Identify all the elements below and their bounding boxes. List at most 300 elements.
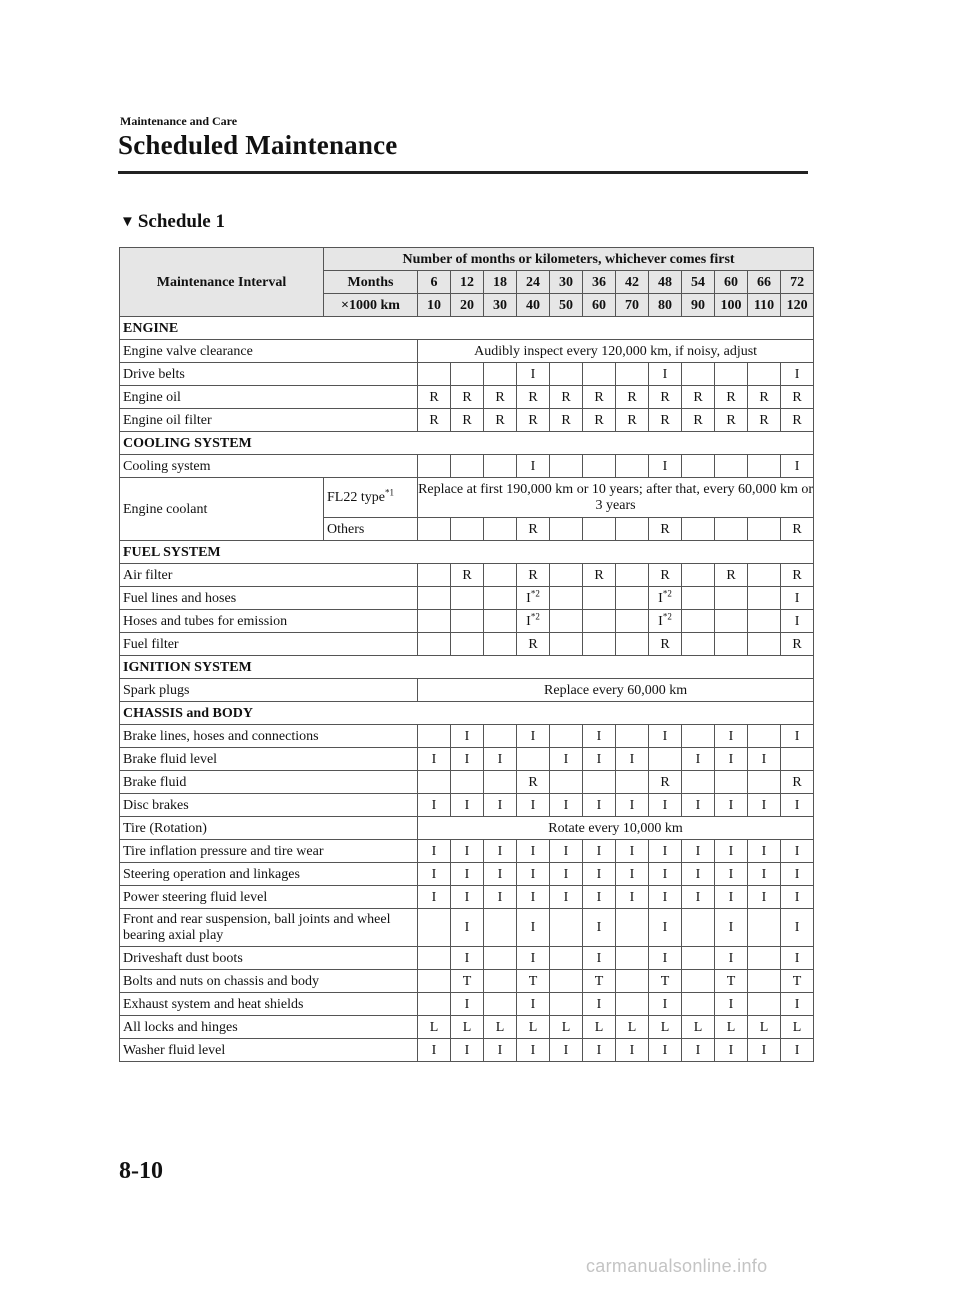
interval-cell xyxy=(748,1016,781,1039)
section-row xyxy=(120,656,814,679)
interval-cell xyxy=(451,771,484,794)
interval-cell xyxy=(517,409,550,432)
row-label: Engine oil xyxy=(120,386,418,409)
interval-mark: I xyxy=(497,889,503,905)
interval-cell xyxy=(484,840,517,863)
row-label: Steering operation and linkages xyxy=(120,863,418,886)
interval-mark: R xyxy=(660,412,670,428)
interval-mark: I xyxy=(464,866,470,882)
interval-cell xyxy=(484,863,517,886)
interval-mark: I xyxy=(728,751,734,767)
interval-mark: I xyxy=(596,996,602,1012)
interval-cell xyxy=(649,587,682,610)
interval-mark: I xyxy=(761,843,767,859)
interval-cell xyxy=(616,587,649,610)
interval-mark: I xyxy=(596,866,602,882)
interval-cell xyxy=(418,748,451,771)
row-label: All locks and hinges xyxy=(120,1016,418,1039)
table-row xyxy=(120,748,814,771)
interval-mark: I xyxy=(761,889,767,905)
interval-mark: I xyxy=(563,889,569,905)
interval-mark: I xyxy=(662,950,668,966)
header-row xyxy=(120,248,814,271)
row-label: Washer fluid level xyxy=(120,1039,418,1062)
triangle-down-icon: ▼ xyxy=(120,214,135,230)
interval-cell xyxy=(649,455,682,478)
section-title: ENGINE xyxy=(120,317,814,340)
interval-cell xyxy=(715,886,748,909)
interval-cell xyxy=(583,564,616,587)
interval-cell xyxy=(748,771,781,794)
interval-mark: I xyxy=(596,797,602,813)
section-title: COOLING SYSTEM xyxy=(120,432,814,455)
interval-cell xyxy=(583,748,616,771)
interval-cell xyxy=(715,1039,748,1062)
interval-cell xyxy=(748,455,781,478)
interval-cell xyxy=(781,840,814,863)
km-cell: 10 xyxy=(418,294,451,317)
interval-cell xyxy=(451,363,484,386)
interval-cell xyxy=(748,970,781,993)
interval-cell xyxy=(616,909,649,947)
row-label: Fuel lines and hoses xyxy=(120,587,418,610)
row-label: Driveshaft dust boots xyxy=(120,947,418,970)
interval-cell xyxy=(484,748,517,771)
table-row xyxy=(120,478,814,518)
interval-mark: R xyxy=(528,636,538,652)
interval-mark: L xyxy=(627,1019,637,1035)
interval-mark: I xyxy=(530,458,536,474)
interval-mark: R xyxy=(660,521,670,537)
interval-mark: T xyxy=(726,973,736,989)
interval-mark: L xyxy=(495,1019,505,1035)
km-cell: 120 xyxy=(781,294,814,317)
interval-cell xyxy=(649,386,682,409)
interval-mark: T xyxy=(594,973,604,989)
month-cell: 36 xyxy=(583,271,616,294)
interval-mark: I xyxy=(658,613,663,629)
interval-cell xyxy=(781,725,814,748)
month-cell: 72 xyxy=(781,271,814,294)
interval-cell xyxy=(451,564,484,587)
sub-label-text: FL22 type xyxy=(327,490,385,505)
maintenance-table xyxy=(119,247,814,1062)
interval-mark: I xyxy=(794,1042,800,1058)
interval-mark: I xyxy=(497,1042,503,1058)
interval-mark: R xyxy=(594,389,604,405)
interval-cell xyxy=(484,909,517,947)
interval-mark: R xyxy=(726,567,736,583)
interval-mark: I xyxy=(497,866,503,882)
interval-cell xyxy=(649,564,682,587)
months-label: Months xyxy=(324,271,418,294)
interval-mark: I xyxy=(728,797,734,813)
interval-mark: I xyxy=(662,920,668,935)
interval-cell xyxy=(748,610,781,633)
interval-cell xyxy=(583,455,616,478)
interval-cell xyxy=(715,455,748,478)
interval-cell xyxy=(550,771,583,794)
interval-mark: I xyxy=(596,889,602,905)
interval-cell xyxy=(550,587,583,610)
interval-cell xyxy=(550,455,583,478)
interval-cell xyxy=(550,909,583,947)
interval-cell xyxy=(583,1016,616,1039)
interval-mark: I xyxy=(695,797,701,813)
interval-mark: L xyxy=(462,1019,472,1035)
interval-mark: I xyxy=(728,1042,734,1058)
interval-cell xyxy=(550,993,583,1016)
interval-cell xyxy=(781,1039,814,1062)
interval-mark: I xyxy=(629,751,635,767)
interval-cell xyxy=(649,518,682,541)
interval-cell xyxy=(484,633,517,656)
interval-mark: R xyxy=(792,636,802,652)
interval-cell xyxy=(682,455,715,478)
row-label: Power steering fluid level xyxy=(120,886,418,909)
interval-cell xyxy=(550,840,583,863)
interval-mark: I xyxy=(695,889,701,905)
interval-cell xyxy=(517,794,550,817)
interval-cell xyxy=(748,748,781,771)
interval-cell xyxy=(583,363,616,386)
interval-cell xyxy=(715,840,748,863)
interval-cell xyxy=(748,363,781,386)
interval-mark: R xyxy=(726,412,736,428)
interval-cell xyxy=(484,993,517,1016)
interval-cell xyxy=(781,386,814,409)
interval-cell xyxy=(682,633,715,656)
interval-cell xyxy=(517,840,550,863)
interval-cell xyxy=(418,725,451,748)
interval-mark: I xyxy=(530,920,536,935)
interval-mark: R xyxy=(462,412,472,428)
interval-mark: I xyxy=(464,843,470,859)
interval-cell xyxy=(616,1039,649,1062)
month-cell: 12 xyxy=(451,271,484,294)
interval-mark: I xyxy=(464,751,470,767)
interval-cell xyxy=(616,610,649,633)
interval-cell xyxy=(451,725,484,748)
interval-cell xyxy=(616,363,649,386)
interval-mark: T xyxy=(792,973,802,989)
interval-cell xyxy=(715,386,748,409)
interval-cell xyxy=(517,970,550,993)
table-row xyxy=(120,817,814,840)
interval-mark: I xyxy=(662,866,668,882)
interval-cell xyxy=(583,970,616,993)
month-cell: 66 xyxy=(748,271,781,294)
interval-mark: I xyxy=(497,797,503,813)
interval-mark: I xyxy=(464,889,470,905)
interval-cell xyxy=(616,518,649,541)
interval-cell xyxy=(682,1039,715,1062)
interval-mark: R xyxy=(792,521,802,537)
table-row xyxy=(120,679,814,702)
interval-cell xyxy=(682,970,715,993)
month-cell: 54 xyxy=(682,271,715,294)
row-label: Fuel filter xyxy=(120,633,418,656)
interval-cell xyxy=(649,725,682,748)
interval-mark: I xyxy=(596,1042,602,1058)
interval-cell xyxy=(418,970,451,993)
interval-cell xyxy=(616,455,649,478)
interval-mark: I xyxy=(431,889,437,905)
interval-cell xyxy=(451,386,484,409)
interval-mark: R xyxy=(528,412,538,428)
interval-cell xyxy=(649,610,682,633)
interval-mark: I xyxy=(596,751,602,767)
interval-cell xyxy=(517,771,550,794)
table-row xyxy=(120,993,814,1016)
interval-cell xyxy=(748,587,781,610)
interval-cell xyxy=(517,587,550,610)
interval-mark: T xyxy=(660,973,670,989)
interval-cell xyxy=(649,771,682,794)
interval-mark: I xyxy=(530,950,536,966)
interval-cell xyxy=(682,771,715,794)
interval-mark: I xyxy=(761,751,767,767)
interval-mark: I xyxy=(629,797,635,813)
interval-cell xyxy=(781,771,814,794)
interval-cell xyxy=(451,970,484,993)
interval-mark: I xyxy=(530,996,536,1012)
interval-mark: I xyxy=(530,866,536,882)
interval-cell xyxy=(715,518,748,541)
month-cell: 18 xyxy=(484,271,517,294)
interval-cell xyxy=(451,794,484,817)
interval-mark: I xyxy=(794,728,800,744)
interval-mark: R xyxy=(561,389,571,405)
interval-mark: R xyxy=(594,567,604,583)
interval-cell xyxy=(715,771,748,794)
interval-mark: R xyxy=(429,389,439,405)
interval-cell xyxy=(418,386,451,409)
schedule-title-text: Schedule 1 xyxy=(137,211,225,232)
month-cell: 30 xyxy=(550,271,583,294)
table-row xyxy=(120,909,814,947)
interval-cell xyxy=(583,409,616,432)
interval-cell xyxy=(517,863,550,886)
interval-cell xyxy=(715,993,748,1016)
section-row xyxy=(120,541,814,564)
table-row xyxy=(120,725,814,748)
interval-cell xyxy=(715,970,748,993)
interval-cell xyxy=(451,633,484,656)
interval-cell xyxy=(550,970,583,993)
table-row xyxy=(120,863,814,886)
interval-mark: R xyxy=(759,412,769,428)
table-row xyxy=(120,633,814,656)
interval-mark: I xyxy=(662,996,668,1012)
page-title: Scheduled Maintenance xyxy=(118,130,398,160)
interval-cell xyxy=(517,455,550,478)
interval-cell xyxy=(682,909,715,947)
interval-cell xyxy=(682,409,715,432)
interval-cell xyxy=(781,748,814,771)
interval-cell xyxy=(682,748,715,771)
interval-cell xyxy=(451,947,484,970)
section-title: FUEL SYSTEM xyxy=(120,541,814,564)
section-title: IGNITION SYSTEM xyxy=(120,656,814,679)
interval-cell xyxy=(715,947,748,970)
interval-mark: R xyxy=(792,412,802,428)
interval-mark: I xyxy=(662,797,668,813)
interval-cell xyxy=(418,771,451,794)
table-row xyxy=(120,970,814,993)
interval-cell xyxy=(583,1039,616,1062)
interval-cell xyxy=(550,518,583,541)
interval-cell xyxy=(451,840,484,863)
interval-mark: R xyxy=(495,389,505,405)
interval-cell xyxy=(484,587,517,610)
interval-cell xyxy=(616,633,649,656)
interval-cell xyxy=(781,518,814,541)
interval-mark: I xyxy=(728,920,734,935)
table-row xyxy=(120,587,814,610)
interval-cell xyxy=(649,863,682,886)
interval-cell xyxy=(616,748,649,771)
interval-cell xyxy=(418,587,451,610)
row-label: Exhaust system and heat shields xyxy=(120,993,418,1016)
interval-cell xyxy=(418,794,451,817)
interval-cell xyxy=(418,363,451,386)
interval-cell xyxy=(649,363,682,386)
interval-cell xyxy=(550,610,583,633)
interval-mark: I xyxy=(629,1042,635,1058)
interval-cell xyxy=(616,409,649,432)
interval-cell xyxy=(616,970,649,993)
interval-cell xyxy=(550,725,583,748)
interval-cell xyxy=(418,947,451,970)
interval-cell xyxy=(451,409,484,432)
interval-cell xyxy=(715,863,748,886)
interval-cell xyxy=(748,886,781,909)
interval-cell xyxy=(781,993,814,1016)
interval-mark: R xyxy=(495,412,505,428)
interval-cell xyxy=(616,771,649,794)
interval-cell xyxy=(616,993,649,1016)
footnote-ref: *2 xyxy=(662,587,672,598)
interval-cell xyxy=(748,564,781,587)
interval-cell xyxy=(616,863,649,886)
interval-mark: I xyxy=(728,843,734,859)
interval-cell xyxy=(517,518,550,541)
interval-mark: I xyxy=(794,458,800,474)
interval-mark: I xyxy=(728,728,734,744)
interval-cell xyxy=(484,886,517,909)
span-note: Rotate every 10,000 km xyxy=(418,817,814,840)
interval-cell xyxy=(781,970,814,993)
interval-cell xyxy=(649,886,682,909)
interval-cell xyxy=(748,863,781,886)
interval-cell xyxy=(715,794,748,817)
title-rule xyxy=(118,171,808,174)
interval-mark: L xyxy=(594,1019,604,1035)
interval-cell xyxy=(748,409,781,432)
interval-mark: R xyxy=(594,412,604,428)
month-cell: 48 xyxy=(649,271,682,294)
interval-mark: I xyxy=(662,458,668,474)
interval-cell xyxy=(616,886,649,909)
interval-cell xyxy=(715,564,748,587)
interval-mark: I xyxy=(431,797,437,813)
interval-cell xyxy=(781,564,814,587)
interval-mark: R xyxy=(429,412,439,428)
interval-cell xyxy=(451,886,484,909)
row-label: Brake fluid level xyxy=(120,748,418,771)
interval-cell xyxy=(550,794,583,817)
km-cell: 20 xyxy=(451,294,484,317)
interval-cell xyxy=(418,1039,451,1062)
row-label: Cooling system xyxy=(120,455,418,478)
km-cell: 50 xyxy=(550,294,583,317)
interval-cell xyxy=(517,748,550,771)
row-label: Front and rear suspension, ball joints and wheel bearing axial play xyxy=(120,909,418,947)
interval-mark: L xyxy=(429,1019,439,1035)
interval-cell xyxy=(748,633,781,656)
interval-cell xyxy=(550,1039,583,1062)
table-row xyxy=(120,363,814,386)
interval-mark: I xyxy=(530,843,536,859)
interval-cell xyxy=(451,518,484,541)
interval-mark: R xyxy=(561,412,571,428)
interval-cell xyxy=(451,909,484,947)
interval-cell xyxy=(550,947,583,970)
interval-mark: I xyxy=(794,889,800,905)
interval-cell xyxy=(583,886,616,909)
table-row xyxy=(120,455,814,478)
interval-cell xyxy=(649,633,682,656)
month-cell: 24 xyxy=(517,271,550,294)
interval-cell xyxy=(649,409,682,432)
section-row xyxy=(120,432,814,455)
interval-cell xyxy=(781,455,814,478)
table-row xyxy=(120,1016,814,1039)
span-note: Replace every 60,000 km xyxy=(418,679,814,702)
interval-cell xyxy=(451,587,484,610)
interval-cell xyxy=(781,409,814,432)
interval-mark: I xyxy=(794,590,800,606)
interval-cell xyxy=(418,518,451,541)
interval-cell xyxy=(748,725,781,748)
interval-mark: I xyxy=(497,843,503,859)
interval-cell xyxy=(550,409,583,432)
interval-cell xyxy=(781,794,814,817)
watermark: carmanualsonline.info xyxy=(586,1256,768,1276)
interval-cell xyxy=(451,993,484,1016)
row-label: Bolts and nuts on chassis and body xyxy=(120,970,418,993)
interval-cell xyxy=(583,518,616,541)
interval-mark: I xyxy=(695,751,701,767)
interval-mark: L xyxy=(792,1019,802,1035)
interval-mark: I xyxy=(662,1042,668,1058)
interval-mark: I xyxy=(563,843,569,859)
interval-mark: R xyxy=(759,389,769,405)
interval-mark: I xyxy=(464,1042,470,1058)
interval-mark: I xyxy=(728,950,734,966)
row-label: Engine oil filter xyxy=(120,409,418,432)
interval-mark: I xyxy=(596,920,602,935)
interval-mark: I xyxy=(530,728,536,744)
interval-mark: R xyxy=(627,412,637,428)
interval-cell xyxy=(781,363,814,386)
interval-mark: I xyxy=(563,866,569,882)
interval-cell xyxy=(550,886,583,909)
interval-cell xyxy=(451,863,484,886)
interval-mark: R xyxy=(528,567,538,583)
interval-cell xyxy=(550,363,583,386)
